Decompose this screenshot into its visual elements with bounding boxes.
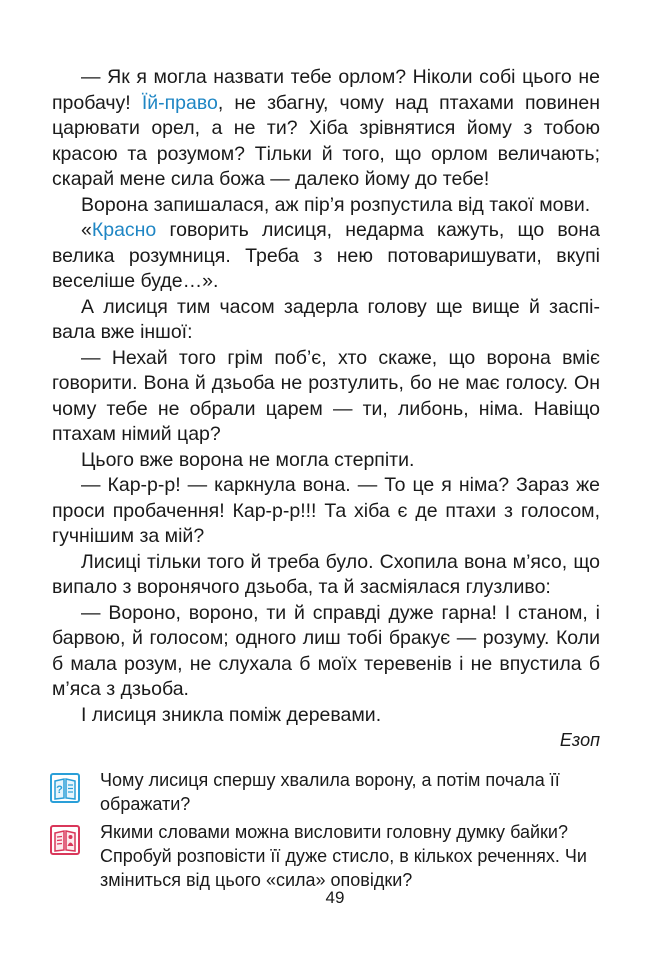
- highlighted-word[interactable]: Їй-право: [141, 91, 218, 114]
- paragraph-text: «: [81, 219, 92, 241]
- author-name: Езоп: [559, 730, 600, 750]
- question-item: [52, 768, 600, 816]
- paragraph-text: говорить лисиця, недарма кажуть, що вона велика розумниця. Треба з нею потоваришувати, вкупі веселіше буде…».: [52, 219, 600, 292]
- story-paragraph-5: — Нехай того грім поб’є, хто скаже, що ворона вміє говорити. Вона й дзьоба не розтулить, бо не має голосу. Он чому тебе не обрали царем — ти, либонь, німа. Навіщо птахам німий цар?: [52, 346, 600, 445]
- page-number: 49: [325, 888, 345, 907]
- story-paragraph-1: [52, 65, 600, 193]
- question-text: Чому лисиця спершу хвалила ворону, а потім почала її ображати?: [100, 770, 560, 814]
- story-paragraph-2: Ворона запишалася, аж пір’я розпустила від такої мови.: [81, 193, 591, 216]
- question-book-icon: [50, 773, 80, 803]
- question-item: [52, 820, 600, 892]
- reading-book-icon: [50, 825, 80, 855]
- story-paragraph-8: Лисиці тільки того й треба було. Схопила вона м’ясо, що випало з воронячого дзьоба, та й засміялася глузливо:: [52, 550, 600, 598]
- story-paragraph-4: А лисиця тим часом задерла голову ще вище й заспівала вже іншої:: [52, 295, 600, 343]
- story-paragraph-6: Цього вже ворона не могла стерпіти.: [81, 448, 415, 471]
- story-page: [52, 65, 600, 896]
- story-paragraph-9: — Вороно, вороно, ти й справді дуже гарна! І станом, і барвою, й голосом; одного лиш тобі бракує — розуму. Коли б мала розум, не слухала б моїх теревенів і не впустила б м’яса з дзьоба.: [52, 601, 600, 700]
- story-paragraph-7: — Кар-р-р! — каркнула вона. — То це я німа? Зараз же проси пробачення! Кар-р-р!!! Та хіба є де птахи з голосом, гучнішим за мій?: [52, 474, 600, 547]
- paragraph-text: — Як я могла назвати тебе орлом? Ніколи собі цього не пробачу!: [52, 66, 600, 114]
- paragraph-text: , не збагну, чому над птахами повинен царювати орел, а не ти? Хіба зрівнятися йому з тобою красою та розумом? Тільки й того, що орлом величають; скарай мене сила божа — далеко йому до тебе!: [52, 91, 601, 190]
- svg-text:?: ?: [56, 784, 63, 796]
- story-paragraph-3: [52, 218, 600, 295]
- questions-section: [52, 768, 600, 892]
- highlighted-word[interactable]: Красно: [91, 219, 157, 241]
- question-text: Якими словами можна висловити головну думку байки? Спробуй розповісти її дуже стисло, в кількох реченнях. Чи зміниться від цього «сила» оповідки?: [100, 822, 587, 890]
- story-paragraph-10: І лисиця зникла поміж деревами.: [81, 703, 382, 726]
